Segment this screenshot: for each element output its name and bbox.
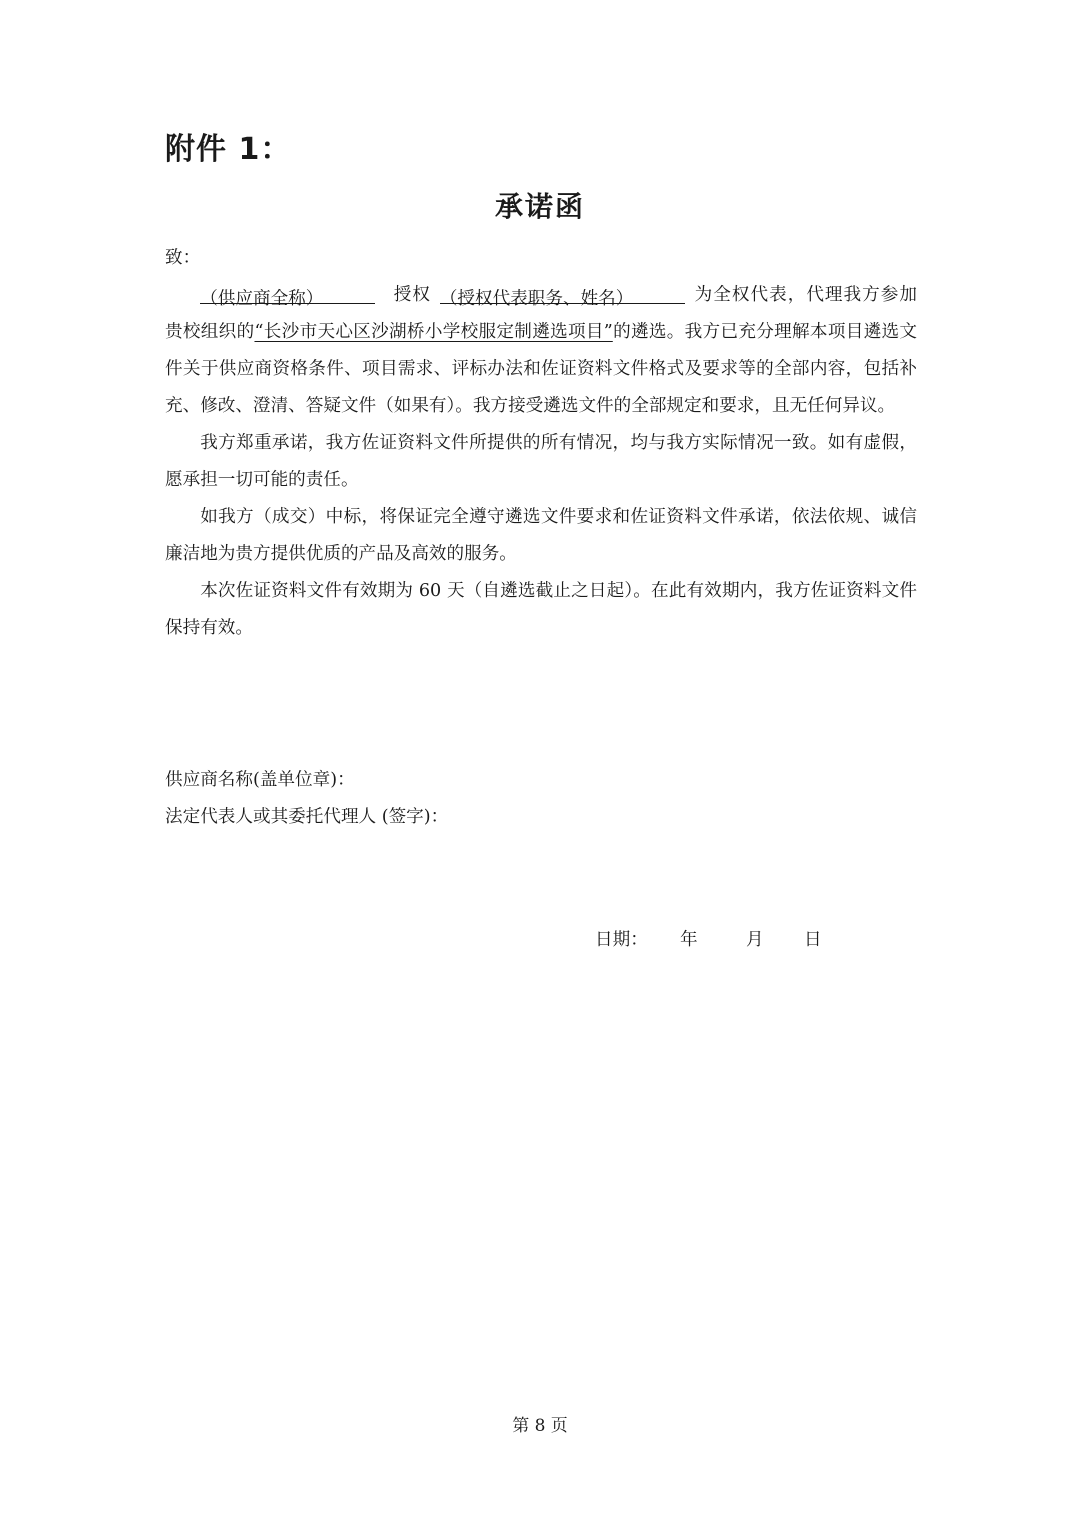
paragraph-validity: 本次佐证资料文件有效期为 60 天（自遴选截止之日起）。在此有效期内，我方佐证资料文件保持有效。 (165, 581, 917, 638)
project-name: “长沙市天心区沙湖桥小学校服定制遴选项目” (254, 322, 613, 342)
authorize-text: 授权 (392, 285, 432, 305)
paragraph-commitment: 我方郑重承诺，我方佐证资料文件所提供的所有情况，均与我方实际情况一致。如有虚假，愿承担一切可能的责任。 (165, 433, 917, 490)
date-label: 日期： (595, 930, 648, 950)
date-year: 年 (680, 930, 698, 950)
date-line (595, 922, 822, 959)
date-month: 月 (746, 930, 764, 950)
authorization-text-a: 为全权代表，代理我方参加贵校组织的 (165, 285, 917, 342)
authorization-text-b: 的遴选。我方已充分理解本项目遴选文件关于供应商资格条件、项目需求、评标办法和佐证资料文件格式及要求等的全部内容，包括补充、修改、澄清、答疑文件（如果有）。我方接受遴选文件的全部规定和要求，且无任何异议。 (165, 322, 917, 416)
supplier-name-blank: （供应商全称） (200, 281, 375, 304)
document-title: 承诺函 (494, 190, 585, 223)
signature-block (165, 762, 448, 836)
supplier-name-label: 供应商名称(盖单位章)： (165, 770, 355, 790)
legal-rep-label: 法定代表人或其委托代理人 (签字)： (165, 807, 449, 827)
attachment-heading: 附件 1： (165, 132, 292, 167)
letter-body (165, 240, 917, 647)
page-number: 第 8 页 (512, 1416, 568, 1436)
paragraph-compliance: 如我方（成交）中标，将保证完全遵守遴选文件要求和佐证资料文件承诺，依法依规、诚信廉洁地为贵方提供优质的产品及高效的服务。 (165, 507, 917, 564)
date-day: 日 (804, 930, 822, 950)
paragraph-authorization (165, 277, 917, 425)
representative-blank: （授权代表职务、姓名） (440, 281, 685, 304)
salutation: 致： (165, 248, 201, 268)
